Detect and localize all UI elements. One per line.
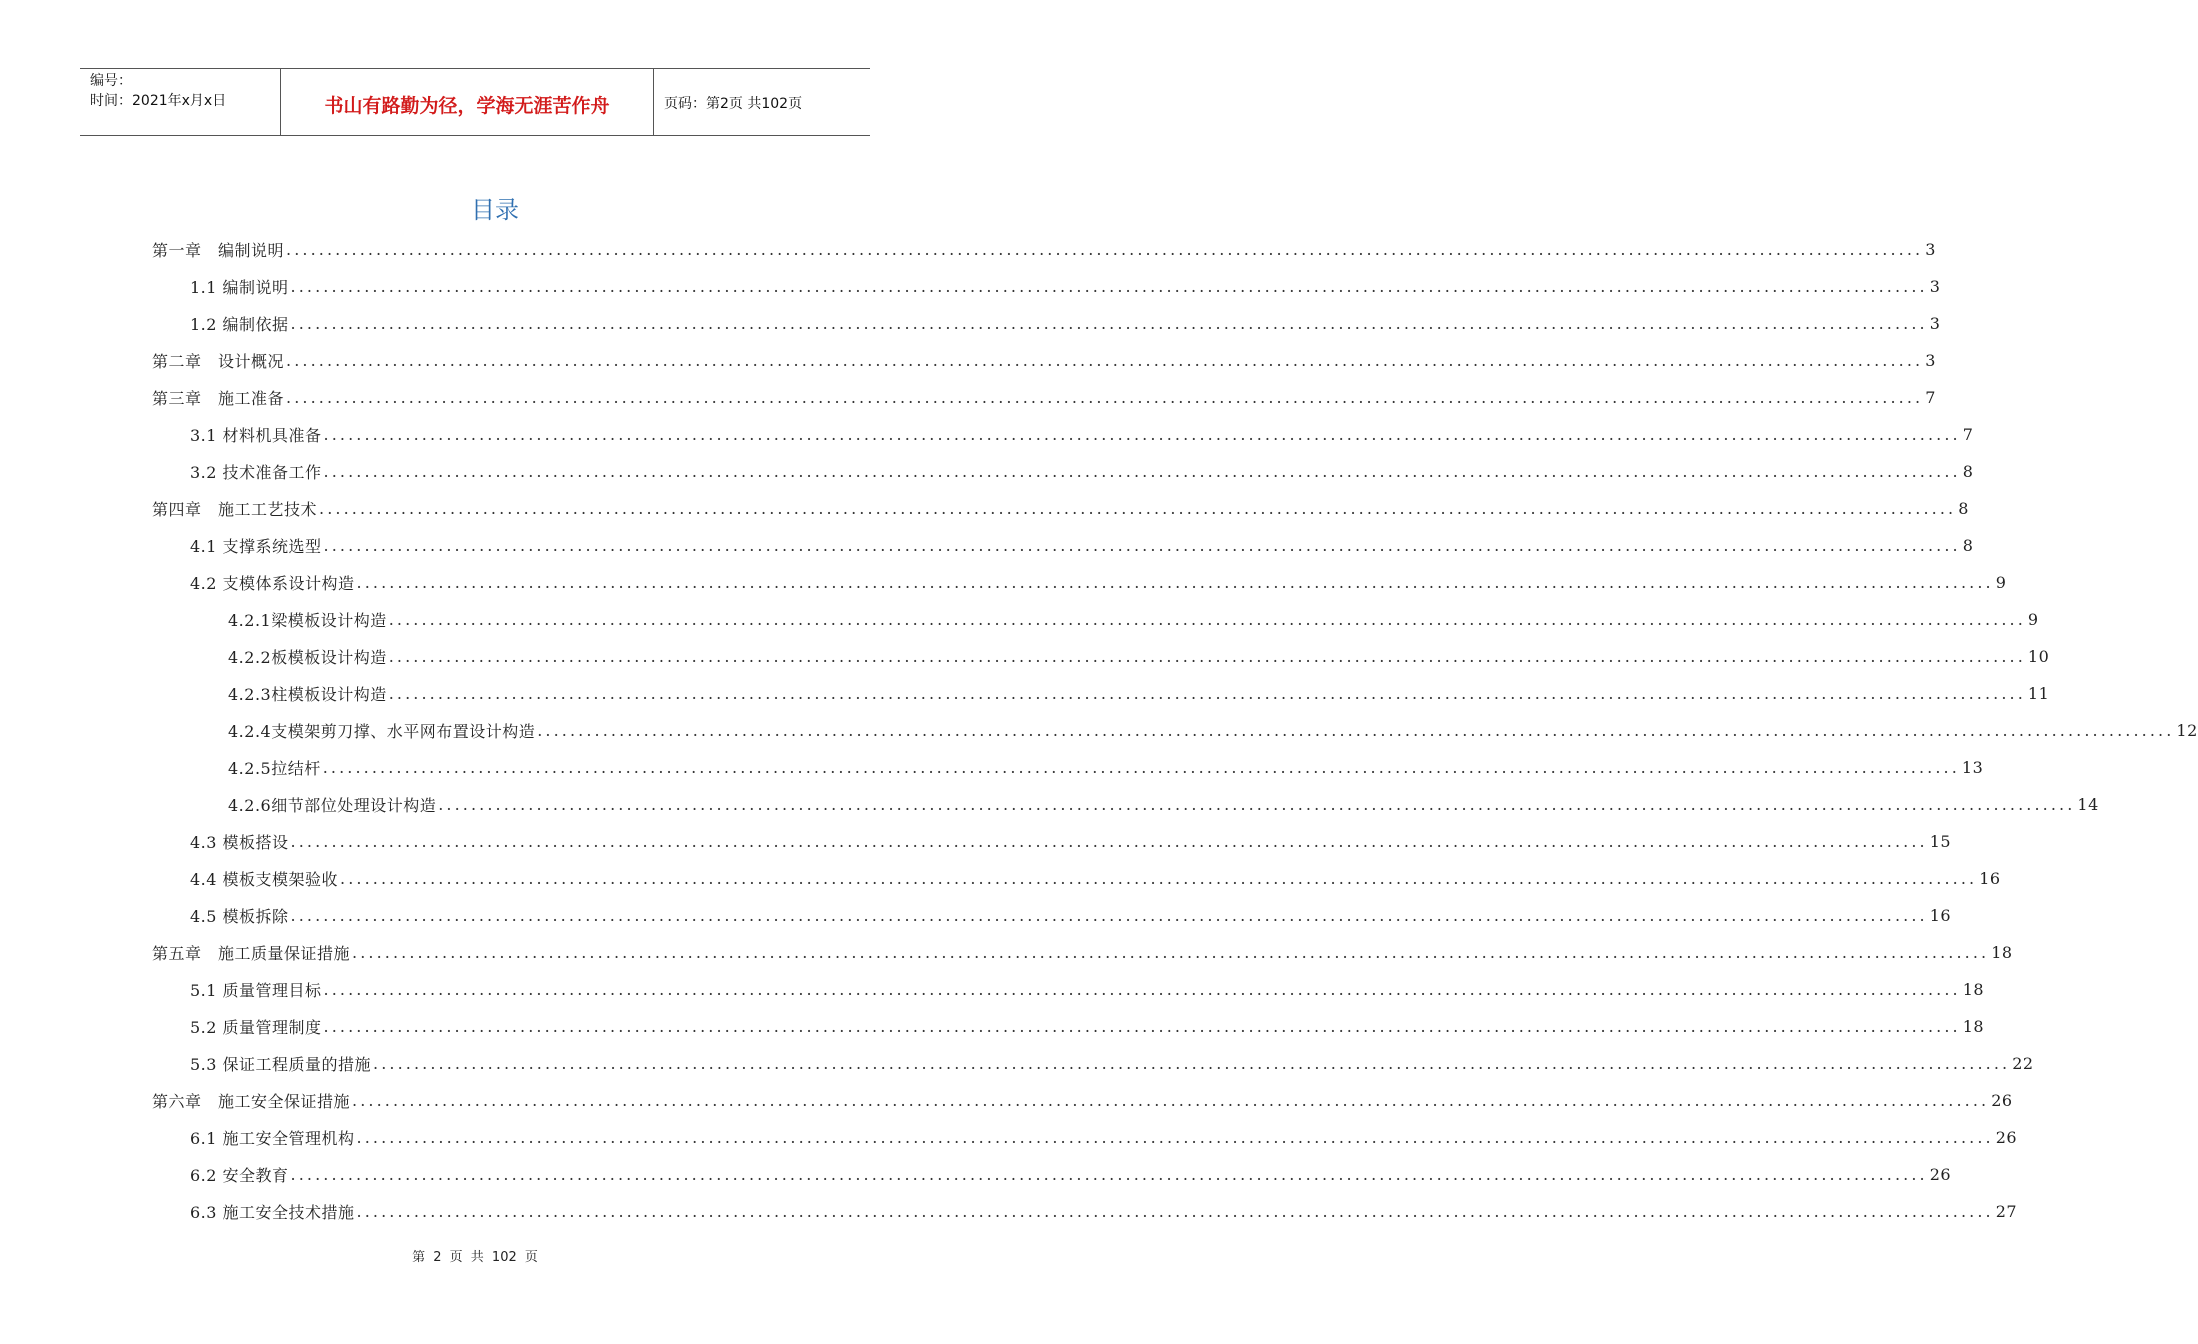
toc-entry-page: 15 (1929, 832, 1952, 851)
toc-entry-label: 4.2 支模体系设计构造 (190, 571, 355, 594)
toc-entry-label: 6.2 安全教育 (190, 1163, 289, 1186)
toc-entry-label: 4.3 模板搭设 (190, 830, 289, 853)
header-meta-cell (80, 69, 281, 135)
toc-entry-page: 26 (1929, 1165, 1952, 1184)
toc-dot-leader: ........................................................................................................................................................................................................ (373, 1054, 2011, 1073)
toc-dot-leader: ........................................................................................................................................................................................................ (322, 758, 1960, 777)
toc-entry-page: 8 (1962, 462, 1974, 481)
toc-entry-page: 8 (1962, 536, 1974, 555)
toc-dot-leader: ........................................................................................................................................................................................................ (340, 869, 1978, 888)
toc-entry[interactable] (0, 897, 1952, 934)
toc-entry[interactable] (0, 416, 1974, 453)
toc-entry-page: 26 (1991, 1091, 2013, 1110)
toc-entry[interactable] (0, 527, 1974, 564)
table-of-contents (0, 231, 2198, 1230)
toc-dot-leader: ........................................................................................................................................................................................................ (356, 1202, 1994, 1221)
toc-entry-page: 16 (1929, 906, 1952, 925)
toc-entry-label: 4.2.1梁模板设计构造 (228, 608, 387, 631)
toc-entry-label: 4.1 支撑系统选型 (190, 534, 322, 557)
toc-entry-label: 第四章 施工工艺技术 (152, 497, 317, 520)
toc-entry[interactable] (0, 564, 2007, 601)
toc-entry-page: 12 (2176, 721, 2198, 740)
toc-entry[interactable] (0, 231, 1936, 268)
toc-dot-leader: ........................................................................................................................................................................................................ (323, 536, 1961, 555)
toc-dot-leader: ........................................................................................................................................................................................................ (323, 462, 1961, 481)
toc-entry-label: 第二章 设计概况 (152, 349, 284, 372)
toc-entry-label: 4.2.3柱模板设计构造 (228, 682, 387, 705)
toc-entry-page: 13 (1961, 758, 1984, 777)
toc-entry-page: 8 (1958, 499, 1969, 518)
toc-dot-leader: ........................................................................................................................................................................................................ (356, 1128, 1994, 1147)
toc-dot-leader: ........................................................................................................................................................................................................ (537, 721, 2175, 740)
toc-entry-page: 26 (1995, 1128, 2018, 1147)
toc-entry[interactable] (0, 379, 1936, 416)
toc-entry[interactable] (0, 1156, 1952, 1193)
toc-entry[interactable] (0, 1119, 2018, 1156)
toc-entry-label: 第五章 施工质量保证措施 (152, 941, 350, 964)
toc-entry[interactable] (0, 712, 2198, 749)
toc-entry[interactable] (0, 971, 1985, 1008)
page-header (80, 68, 870, 136)
toc-entry-label: 6.3 施工安全技术措施 (190, 1200, 355, 1223)
toc-entry[interactable] (0, 342, 1936, 379)
toc-entry-page: 27 (1995, 1202, 2018, 1221)
toc-entry-page: 11 (2027, 684, 2050, 703)
toc-entry-page: 7 (1962, 425, 1974, 444)
toc-entry[interactable] (0, 1082, 2013, 1119)
toc-entry-page: 9 (1995, 573, 2007, 592)
toc-entry-label: 4.2.4支模架剪刀撑、水平网布置设计构造 (228, 719, 535, 742)
toc-entry-label: 第六章 施工安全保证措施 (152, 1089, 350, 1112)
toc-entry-label: 4.4 模板支模架验收 (190, 867, 338, 890)
toc-entry-page: 9 (2027, 610, 2039, 629)
toc-entry-page: 16 (1979, 869, 2001, 888)
toc-entry-label: 第三章 施工准备 (152, 386, 284, 409)
header-page-info: 页码：第2页 共102页 (664, 96, 803, 112)
toc-entry-label: 4.2.6细节部位处理设计构造 (228, 793, 436, 816)
toc-entry-label: 5.3 保证工程质量的措施 (190, 1052, 371, 1075)
toc-dot-leader: ........................................................................................................................................................................................................ (323, 425, 1961, 444)
toc-entry-page: 18 (1991, 943, 2013, 962)
toc-entry-page: 7 (1925, 388, 1936, 407)
toc-dot-leader: ........................................................................................................................................................................................................ (388, 647, 2026, 666)
toc-entry[interactable] (0, 1008, 1985, 1045)
toc-dot-leader: ........................................................................................................................................................................................................ (323, 980, 1961, 999)
toc-dot-leader: ........................................................................................................................................................................................................ (290, 1165, 1928, 1184)
toc-dot-leader: ........................................................................................................................................................................................................ (286, 351, 1924, 370)
toc-entry-page: 3 (1925, 351, 1936, 370)
document-date: 时间：2021年x月x日 (90, 93, 227, 109)
toc-entry-label: 1.2 编制依据 (190, 312, 289, 335)
toc-entry-label: 4.2.5拉结杆 (228, 756, 321, 779)
toc-dot-leader: ........................................................................................................................................................................................................ (290, 832, 1928, 851)
toc-entry-label: 5.1 质量管理目标 (190, 978, 322, 1001)
toc-entry-label: 4.2.2板模板设计构造 (228, 645, 387, 668)
toc-entry[interactable] (0, 934, 2013, 971)
toc-entry-label: 第一章 编制说明 (152, 238, 284, 261)
toc-entry-page: 22 (2012, 1054, 2034, 1073)
toc-dot-leader: ........................................................................................................................................................................................................ (352, 1091, 1990, 1110)
toc-entry[interactable] (0, 1045, 2034, 1082)
toc-entry-label: 4.5 模板拆除 (190, 904, 289, 927)
header-motto-cell (281, 69, 654, 135)
toc-entry-page: 14 (2077, 795, 2099, 814)
toc-dot-leader: ........................................................................................................................................................................................................ (356, 573, 1994, 592)
toc-entry-page: 10 (2027, 647, 2050, 666)
toc-entry[interactable] (0, 305, 1941, 342)
toc-dot-leader: ........................................................................................................................................................................................................ (290, 906, 1928, 925)
toc-entry[interactable] (0, 823, 1952, 860)
toc-entry[interactable] (0, 860, 2001, 897)
toc-entry[interactable] (0, 675, 2050, 712)
toc-entry-page: 3 (1929, 314, 1941, 333)
toc-dot-leader: ........................................................................................................................................................................................................ (286, 388, 1924, 407)
toc-dot-leader: ........................................................................................................................................................................................................ (388, 684, 2026, 703)
toc-dot-leader: ........................................................................................................................................................................................................ (286, 240, 1924, 259)
toc-entry[interactable] (0, 638, 2050, 675)
toc-entry[interactable] (0, 601, 2039, 638)
toc-dot-leader: ........................................................................................................................................................................................................ (352, 943, 1990, 962)
toc-entry[interactable] (0, 268, 1941, 305)
toc-entry-label: 3.1 材料机具准备 (190, 423, 322, 446)
toc-entry-page: 3 (1925, 240, 1936, 259)
toc-entry-page: 18 (1962, 980, 1985, 999)
toc-entry-label: 6.1 施工安全管理机构 (190, 1126, 355, 1149)
toc-entry-page: 3 (1929, 277, 1941, 296)
toc-dot-leader: ........................................................................................................................................................................................................ (319, 499, 1957, 518)
toc-dot-leader: ........................................................................................................................................................................................................ (388, 610, 2026, 629)
page-footer: 第 2 页 共 102 页 (412, 1250, 538, 1265)
toc-entry[interactable] (0, 749, 1984, 786)
toc-entry-label: 1.1 编制说明 (190, 275, 289, 298)
toc-dot-leader: ........................................................................................................................................................................................................ (323, 1017, 1961, 1036)
toc-entry[interactable] (0, 490, 1969, 527)
toc-dot-leader: ........................................................................................................................................................................................................ (438, 795, 2076, 814)
toc-entry-label: 3.2 技术准备工作 (190, 460, 322, 483)
header-motto: 书山有路勤为径，学海无涯苦作舟 (324, 94, 610, 117)
toc-entry-label: 5.2 质量管理制度 (190, 1015, 322, 1038)
toc-entry[interactable] (0, 453, 1974, 490)
toc-dot-leader: ........................................................................................................................................................................................................ (290, 277, 1928, 296)
toc-entry[interactable] (0, 1193, 2018, 1230)
toc-entry[interactable] (0, 786, 2099, 823)
header-page-cell (654, 69, 870, 135)
document-number-label: 编号： (90, 73, 132, 89)
toc-dot-leader: ........................................................................................................................................................................................................ (290, 314, 1928, 333)
toc-title: 目录 (471, 196, 519, 224)
toc-entry-page: 18 (1962, 1017, 1985, 1036)
